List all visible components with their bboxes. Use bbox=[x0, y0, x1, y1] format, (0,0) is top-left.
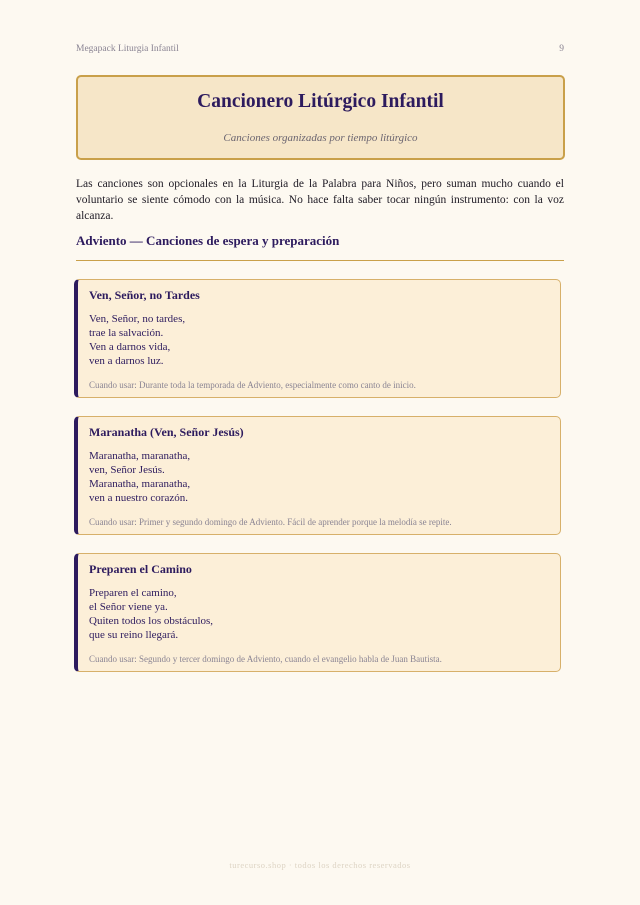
footer-note: turecurso.shop · todos los derechos reservados bbox=[229, 860, 411, 870]
song-usage-note: Cuando usar: Primer y segundo domingo de Adviento. Fácil de aprender porque la melodía se repite. bbox=[89, 517, 452, 527]
lyric-line: ven, Señor Jesús. bbox=[89, 464, 165, 476]
lyric-line: Maranatha, maranatha, bbox=[89, 478, 191, 490]
title-box bbox=[76, 75, 565, 160]
song-usage-note: Cuando usar: Durante toda la temporada de Adviento, especialmente como canto de inicio. bbox=[89, 380, 416, 390]
lyric-line: Maranatha, maranatha, bbox=[89, 450, 191, 462]
song-title: Preparen el Camino bbox=[89, 562, 192, 576]
song-card bbox=[74, 416, 561, 535]
lyric-line: Ven, Señor, no tardes, bbox=[89, 313, 186, 325]
document-name: Megapack Liturgia Infantil bbox=[76, 44, 179, 54]
intro-paragraph: Las canciones son opcionales en la Liturgia de la Palabra para Niños, pero suman mucho cuando el voluntario se siente cómodo con la música. No hace falta saber tocar ningún instrumento: con la voz alcanza. bbox=[76, 178, 564, 222]
lyric-line: Quiten todos los obstáculos, bbox=[89, 615, 214, 627]
running-header bbox=[76, 44, 564, 54]
section-heading: Adviento — Canciones de espera y preparación bbox=[76, 233, 340, 248]
song-card bbox=[74, 553, 561, 672]
lyric-line: trae la salvación. bbox=[89, 327, 164, 339]
song-card bbox=[74, 279, 561, 398]
song-lyrics bbox=[89, 586, 548, 642]
lyric-line: ven a darnos luz. bbox=[89, 355, 164, 367]
lyric-line: Ven a darnos vida, bbox=[89, 341, 171, 353]
section-divider bbox=[76, 260, 564, 261]
lyric-line: Preparen el camino, bbox=[89, 587, 177, 599]
song-lyrics bbox=[89, 449, 548, 505]
lyric-line: que su reino llegará. bbox=[89, 629, 179, 641]
song-lyrics bbox=[89, 312, 548, 368]
page-number: 9 bbox=[559, 44, 564, 54]
page-subtitle: Canciones organizadas por tiempo litúrgico bbox=[223, 132, 418, 144]
song-title: Maranatha (Ven, Señor Jesús) bbox=[89, 425, 244, 439]
page-title: Cancionero Litúrgico Infantil bbox=[197, 91, 444, 112]
song-title: Ven, Señor, no Tardes bbox=[89, 288, 200, 302]
song-usage-note: Cuando usar: Segundo y tercer domingo de Adviento, cuando el evangelio habla de Juan Bautista. bbox=[89, 654, 442, 664]
lyric-line: ven a nuestro corazón. bbox=[89, 492, 188, 504]
lyric-line: el Señor viene ya. bbox=[89, 601, 168, 613]
